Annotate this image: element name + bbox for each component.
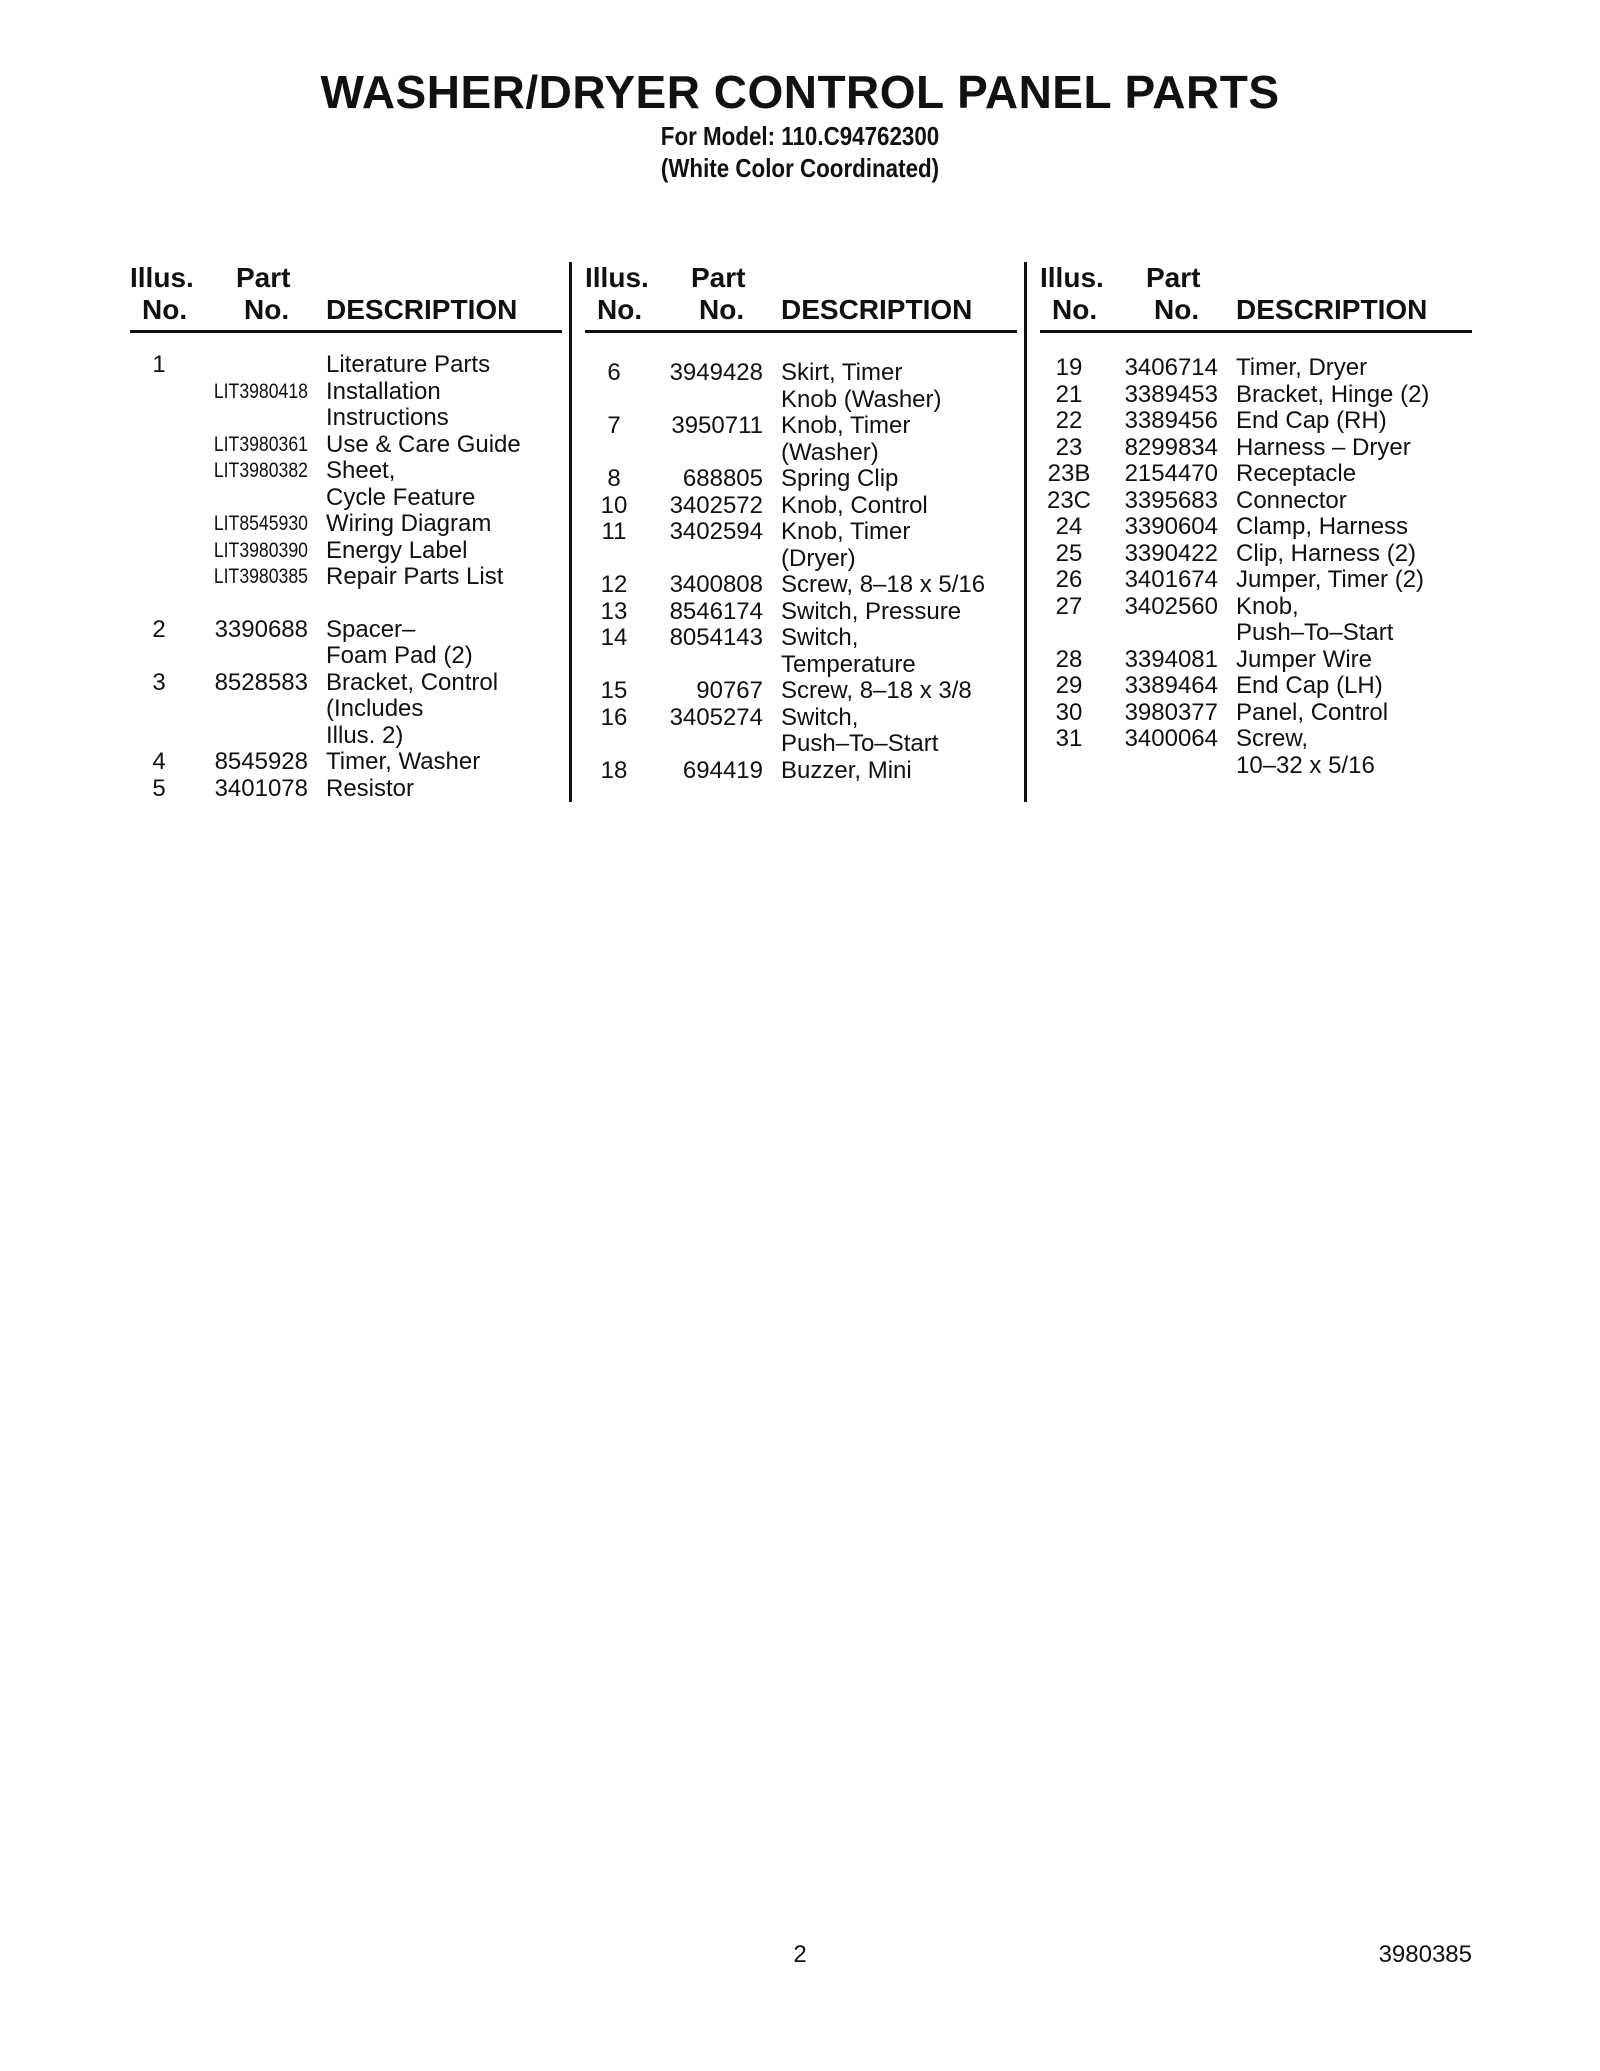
table-row — [1040, 514, 1472, 541]
description-line: Harness – Dryer — [1236, 433, 1411, 461]
table-row — [585, 625, 1017, 678]
part-number: 3949428 — [669, 359, 763, 386]
part-number: LIT3980382 — [213, 459, 308, 482]
part-number: 3395683 — [1124, 486, 1218, 514]
part-description — [326, 776, 562, 803]
part-number: 3400808 — [669, 571, 763, 598]
illus-number: 29 — [1055, 672, 1083, 699]
part-description — [781, 360, 1017, 413]
description-line: Knob (Washer) — [781, 385, 942, 413]
description-line: Illus. 2) — [326, 721, 404, 749]
part-number: 3405274 — [669, 703, 763, 731]
part-number: 8299834 — [1124, 433, 1218, 461]
column-divider — [1024, 262, 1027, 802]
parts-column-3 — [1040, 262, 1472, 779]
part-description — [326, 352, 562, 379]
parts-column-2 — [585, 262, 1017, 784]
description-line: Sheet, — [326, 457, 396, 484]
table-row — [1040, 726, 1472, 779]
illus-number: 31 — [1055, 725, 1083, 752]
table-row — [130, 776, 562, 803]
table-row — [585, 360, 1017, 413]
description-line: Temperature — [781, 650, 916, 678]
part-number: 3389453 — [1124, 380, 1218, 408]
part-number: 3390422 — [1124, 539, 1218, 567]
table-row — [1040, 700, 1472, 727]
table-row — [130, 432, 562, 459]
description-line: Clamp, Harness — [1236, 513, 1409, 540]
header-part-label: Part — [236, 262, 291, 293]
description-line: Repair Parts List — [326, 563, 504, 590]
part-description — [1236, 567, 1472, 594]
table-row — [1040, 567, 1472, 594]
table-row — [1040, 355, 1472, 382]
part-description — [326, 617, 562, 670]
table-row — [1040, 488, 1472, 515]
description-line: Switch, — [781, 703, 859, 731]
illus-number: 18 — [600, 756, 628, 784]
part-number: 90767 — [696, 677, 763, 704]
part-number: 3394081 — [1124, 645, 1218, 673]
illus-number: 22 — [1055, 407, 1083, 434]
part-description — [1236, 673, 1472, 700]
description-line: 10–32 x 5/16 — [1236, 751, 1375, 779]
part-number: 3950711 — [671, 412, 763, 439]
part-number: 3389464 — [1124, 672, 1218, 699]
description-line: Use & Care Guide — [326, 430, 521, 458]
table-row — [585, 599, 1017, 626]
part-number: 3406714 — [1124, 354, 1218, 381]
description-line: Spacer– — [326, 615, 416, 643]
part-number: LIT3980418 — [213, 379, 308, 403]
part-description — [781, 413, 1017, 466]
table-row — [585, 678, 1017, 705]
illus-number: 25 — [1055, 539, 1083, 567]
description-line: Wiring Diagram — [326, 510, 492, 537]
header-part-no-label: No. — [1154, 294, 1200, 325]
description-line: Panel, Control — [1236, 698, 1389, 726]
column-header — [585, 262, 1017, 333]
description-line: Knob, Timer — [781, 412, 911, 439]
parts-column-1 — [130, 262, 562, 802]
illus-number: 30 — [1055, 698, 1083, 726]
illus-number: 15 — [600, 677, 628, 704]
description-line: Skirt, Timer — [781, 359, 903, 386]
table-row — [130, 458, 562, 511]
description-line: Knob, — [1236, 592, 1299, 620]
part-description — [781, 519, 1017, 572]
part-number: 8546174 — [669, 597, 763, 625]
illus-number: 24 — [1055, 513, 1083, 540]
illus-number: 14 — [600, 624, 628, 651]
illus-number: 13 — [600, 597, 628, 625]
part-description — [326, 432, 562, 459]
part-description — [781, 599, 1017, 626]
header-illus-label: Illus. — [130, 262, 194, 293]
table-row — [585, 572, 1017, 599]
part-number: 3400064 — [1124, 725, 1218, 752]
part-description — [1236, 514, 1472, 541]
illus-number: 19 — [1055, 354, 1083, 381]
table-row — [585, 705, 1017, 758]
header-part-label: Part — [1146, 262, 1201, 293]
document-number: 3980385 — [1378, 1941, 1472, 1968]
header-description-label: DESCRIPTION — [781, 294, 973, 325]
header-description-label: DESCRIPTION — [1236, 294, 1428, 325]
parts-list — [130, 352, 562, 802]
table-row — [130, 511, 562, 538]
table-row — [130, 749, 562, 776]
page-title: WASHER/DRYER CONTROL PANEL PARTS — [320, 66, 1280, 118]
part-number: 3402572 — [669, 491, 763, 519]
part-number: LIT3980361 — [213, 432, 308, 456]
table-row — [1040, 408, 1472, 435]
illus-number: 21 — [1055, 380, 1083, 408]
illus-number: 3 — [152, 668, 166, 696]
part-description — [781, 625, 1017, 678]
part-description — [1236, 700, 1472, 727]
part-description — [1236, 726, 1472, 779]
table-row — [130, 352, 562, 379]
table-row — [130, 538, 562, 565]
part-description — [1236, 488, 1472, 515]
description-line: Clip, Harness (2) — [1236, 539, 1417, 567]
part-description — [326, 670, 562, 750]
part-number: 3389456 — [1124, 407, 1218, 434]
part-number: 8528583 — [214, 668, 308, 696]
part-number: 3402594 — [669, 518, 763, 545]
part-number: LIT3980390 — [213, 538, 308, 562]
part-number: 3401078 — [214, 774, 308, 802]
header-illus-label: Illus. — [1040, 262, 1104, 293]
illus-number: 23 — [1055, 433, 1083, 461]
illus-number: 12 — [600, 571, 628, 598]
description-line: Switch, — [781, 624, 859, 651]
parts-list — [1040, 355, 1472, 779]
column-header — [1040, 262, 1472, 333]
description-line: (Dryer) — [781, 544, 856, 572]
part-description — [326, 564, 562, 591]
header-part-no-label: No. — [699, 294, 745, 325]
part-number: 2154470 — [1124, 460, 1218, 487]
description-line: Screw, — [1236, 725, 1309, 752]
description-line: Receptacle — [1236, 460, 1357, 487]
illus-number: 4 — [152, 748, 166, 775]
description-line: End Cap (RH) — [1236, 407, 1387, 434]
part-description — [326, 379, 562, 432]
illus-number: 26 — [1055, 566, 1083, 593]
part-description — [1236, 594, 1472, 647]
table-row — [130, 379, 562, 432]
page-number: 2 — [793, 1941, 807, 1968]
description-line: Timer, Washer — [326, 748, 481, 775]
illus-number: 28 — [1055, 645, 1083, 673]
description-line: Switch, Pressure — [781, 597, 962, 625]
part-number: 3390688 — [214, 615, 308, 643]
description-line: Buzzer, Mini — [781, 756, 912, 784]
parts-list — [585, 360, 1017, 784]
table-row — [1040, 435, 1472, 462]
illus-number: 2 — [152, 615, 166, 643]
table-row — [585, 519, 1017, 572]
part-number: 688805 — [682, 465, 763, 492]
illus-number: 11 — [601, 518, 627, 545]
part-description — [326, 458, 562, 511]
part-description — [781, 572, 1017, 599]
description-line: Bracket, Hinge (2) — [1236, 380, 1430, 408]
part-description — [1236, 541, 1472, 568]
part-number: 8054143 — [669, 624, 763, 651]
description-line: Spring Clip — [781, 465, 899, 492]
part-number: 694419 — [682, 756, 763, 784]
header-illus-no-label: No. — [1052, 294, 1098, 325]
table-row — [585, 493, 1017, 520]
header-description-label: DESCRIPTION — [326, 294, 518, 325]
model-subtitle: For Model: 110.C94762300 — [660, 121, 940, 151]
description-line: Screw, 8–18 x 5/16 — [781, 571, 986, 598]
description-line: (Includes — [326, 695, 424, 722]
table-row — [1040, 461, 1472, 488]
part-number: LIT3980385 — [213, 565, 308, 588]
table-row — [1040, 673, 1472, 700]
illus-number: 7 — [607, 412, 621, 439]
header-part-label: Part — [691, 262, 746, 293]
table-row — [1040, 594, 1472, 647]
part-description — [1236, 382, 1472, 409]
header-illus-no-label: No. — [597, 294, 643, 325]
description-line: Knob, Timer — [781, 518, 911, 545]
part-description — [1236, 355, 1472, 382]
table-row — [130, 670, 562, 750]
part-description — [781, 678, 1017, 705]
description-line: End Cap (LH) — [1236, 672, 1383, 699]
part-number: 3402560 — [1124, 592, 1218, 620]
table-row — [130, 564, 562, 591]
part-description — [326, 749, 562, 776]
part-description — [326, 538, 562, 565]
description-line: Jumper Wire — [1236, 645, 1373, 673]
illus-number: 1 — [152, 351, 166, 378]
part-number: 8545928 — [214, 748, 308, 775]
part-number: 3390604 — [1124, 513, 1218, 540]
illus-number: 23C — [1046, 486, 1092, 514]
illus-number: 6 — [607, 359, 621, 386]
illus-number: 16 — [600, 703, 628, 731]
description-line: Cycle Feature — [326, 483, 476, 511]
description-line: (Washer) — [781, 438, 879, 466]
description-line: Bracket, Control — [326, 668, 499, 696]
illus-number: 5 — [152, 774, 166, 802]
illus-number: 8 — [607, 465, 621, 492]
part-description — [781, 493, 1017, 520]
description-line: Push–To–Start — [781, 730, 939, 757]
table-row — [585, 413, 1017, 466]
description-line: Instructions — [326, 404, 449, 431]
part-description — [326, 511, 562, 538]
part-description — [781, 466, 1017, 493]
part-description — [1236, 435, 1472, 462]
description-line: Energy Label — [326, 536, 468, 564]
description-line: Knob, Control — [781, 491, 928, 519]
header-part-no-label: No. — [244, 294, 290, 325]
part-description — [781, 758, 1017, 785]
description-line: Resistor — [326, 774, 415, 802]
part-number: LIT8545930 — [213, 512, 308, 535]
illus-number: 23B — [1047, 460, 1091, 487]
part-description — [1236, 647, 1472, 674]
description-line: Literature Parts — [326, 351, 491, 378]
column-divider — [569, 262, 572, 802]
part-number: 3980377 — [1124, 698, 1218, 726]
part-description — [781, 705, 1017, 758]
description-line: Jumper, Timer (2) — [1236, 566, 1425, 593]
table-row — [585, 466, 1017, 493]
illus-number: 10 — [600, 491, 628, 519]
illus-number: 27 — [1055, 592, 1083, 620]
table-row — [130, 617, 562, 670]
color-subtitle: (White Color Coordinated) — [660, 153, 940, 183]
description-line: Screw, 8–18 x 3/8 — [781, 677, 972, 704]
table-row — [1040, 647, 1472, 674]
part-number: 3401674 — [1124, 566, 1218, 593]
part-description — [1236, 461, 1472, 488]
description-line: Push–To–Start — [1236, 619, 1394, 646]
header-illus-label: Illus. — [585, 262, 649, 293]
column-header — [130, 262, 562, 333]
description-line: Installation — [326, 377, 441, 405]
description-line: Foam Pad (2) — [326, 642, 473, 669]
table-row — [585, 758, 1017, 785]
description-line: Timer, Dryer — [1236, 354, 1368, 381]
table-row — [1040, 382, 1472, 409]
table-row — [1040, 541, 1472, 568]
part-description — [1236, 408, 1472, 435]
description-line: Connector — [1236, 486, 1347, 514]
header-illus-no-label: No. — [142, 294, 188, 325]
